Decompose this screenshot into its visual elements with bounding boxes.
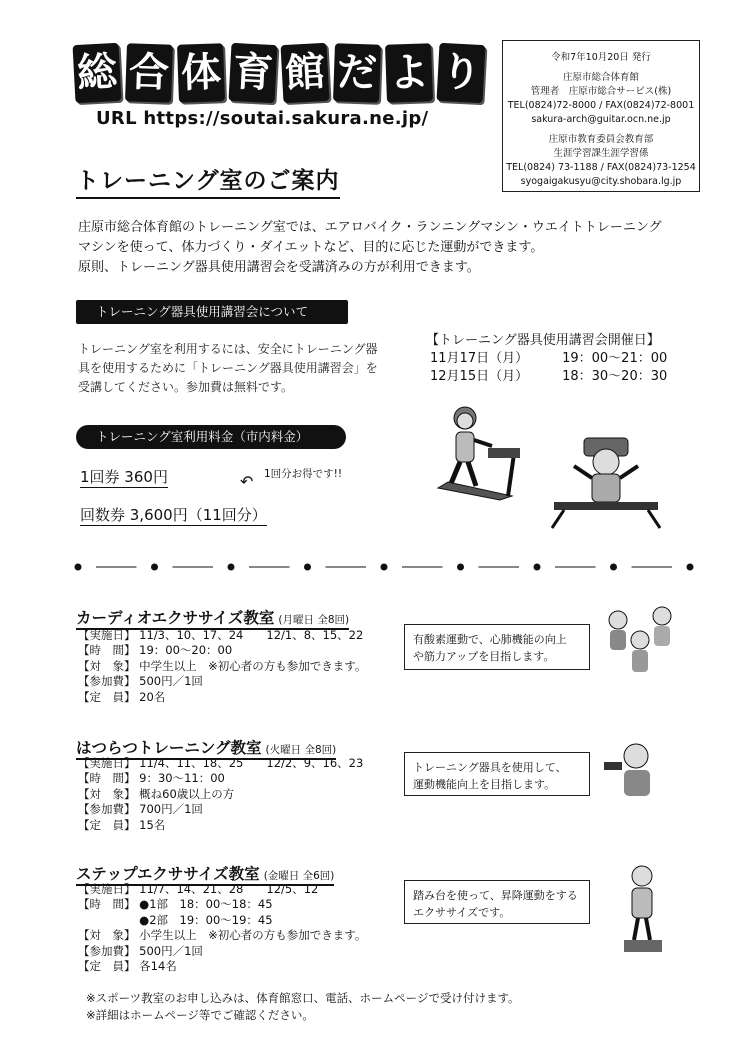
intro-text: [78, 218, 698, 278]
divider-dot: [687, 564, 694, 571]
class-name: ステップエクササイズ教室: [76, 865, 260, 883]
class-title-cardio: [76, 606, 349, 630]
step-exercise-illustration: [618, 864, 668, 958]
class-name: はつらつトレーニング教室: [76, 739, 262, 757]
course-line: 受講してください。参加費は無料です。: [78, 380, 294, 394]
course-line: 具を使用するために「トレーニング器具使用講習会」を: [78, 361, 378, 375]
manager: 管理者 庄原市総合サービス(株): [530, 86, 672, 97]
course-line: トレーニング室を利用するには、安全にトレーニング器: [78, 342, 378, 356]
schedule-row: [426, 368, 667, 386]
course-schedule: [426, 332, 667, 386]
multi-ticket-fee: 回数券 3,600円（11回分）: [80, 506, 267, 524]
divider-dot: [75, 564, 82, 571]
class-desc-hatsuratsu: トレーニング器具を使用して、 運動機能向上を目指します。: [404, 752, 590, 796]
intro-line: 庄原市総合体育館のトレーニング室では、エアロバイク・ランニングマシン・ウエイトトレーニング: [78, 220, 662, 235]
weight-machine-illustration: [544, 436, 668, 532]
schedule-time: 19：00～21：00: [562, 351, 668, 366]
treadmill-illustration: [430, 404, 530, 508]
contact-email[interactable]: sakura-arch@guitar.ocn.ne.jp: [531, 114, 671, 125]
masthead-char: よ: [385, 43, 433, 103]
class-desc-cardio: 有酸素運動で、心肺機能の向上 や筋力アップを目指します。: [404, 624, 590, 670]
divider-dot: [457, 564, 464, 571]
masthead-char: だ: [333, 43, 381, 103]
issue-date: 令和7年10月20日 発行: [551, 52, 651, 63]
class-details-cardio: 【実施日】 11/3、10、17、24 12/1、8、15、22 【時 間】 19：00～20：00 【対 象】 中学生以上 ※初心者の方も参加できます。 【参加費】 500円／1回 【定 員】 20名: [78, 628, 367, 704]
masthead-char: 合: [125, 43, 173, 103]
department: 生涯学習課生涯学習係: [553, 148, 649, 159]
class-desc-step: 踏み台を使って、昇降運動をする エクササイズです。: [404, 880, 590, 924]
class-schedule-sub: (金曜日 全6回): [263, 870, 335, 882]
footer-notes: [86, 990, 520, 1024]
divider-dot: [610, 564, 617, 571]
masthead-char: 総: [73, 43, 122, 103]
contact-email-2[interactable]: syogaigakusyu@city.shobara.lg.jp: [520, 176, 682, 187]
masthead-char: 館: [281, 43, 330, 103]
masthead-char: 体: [177, 43, 225, 103]
class-details-step: 【実施日】 11/7、14、21、28 12/5、12 【時 間】 ●1部 18：00～18：45 ●2部 19：00～19：45 【対 象】 小学生以上 ※初心者の方も参加できます。 【参加費】 500円／1回 【定 員】 各14名: [78, 882, 367, 974]
schedule-time: 18：30～20：30: [562, 369, 668, 384]
divider-dot: [381, 564, 388, 571]
schedule-row: [426, 350, 667, 368]
fee-heading: トレーニング室利用料金（市内料金）: [76, 425, 346, 449]
page-title: トレーニング室のご案内: [76, 162, 340, 199]
contact-tel-2: TEL(0824) 73-1188 / FAX(0824)73-1254: [506, 162, 696, 173]
class-details-hatsuratsu: 【実施日】 11/4、11、18、25 12/2、9、16、23 【時 間】 9：30～11：00 【対 象】 概ね60歳以上の方 【参加費】 700円／1回 【定 員】 15名: [78, 756, 364, 832]
divider-dot: [304, 564, 311, 571]
org-name: 庄原市総合体育館: [562, 72, 639, 83]
footer-line: ※スポーツ教室のお申し込みは、体育館窓口、電話、ホームページで受け付けます。: [86, 991, 520, 1005]
single-ticket-fee: 1回券 360円: [80, 468, 168, 486]
divider-dot: [151, 564, 158, 571]
fee-note: 1回分お得です!!: [264, 468, 343, 480]
schedule-date: 12月15日（月）: [430, 369, 529, 384]
class-schedule-sub: (火曜日 全8回): [265, 744, 337, 756]
course-heading: トレーニング器具使用講習会について: [76, 300, 348, 324]
intro-line: マシンを使って、体力づくり・ダイエットなど、目的に応じた運動ができます。: [78, 240, 544, 255]
class-name: カーディオエクササイズ教室: [76, 609, 275, 627]
section-divider: [74, 560, 700, 574]
divider-dot: [228, 564, 235, 571]
curved-arrow-icon: ↶: [240, 472, 254, 491]
schedule-date: 11月17日（月）: [430, 351, 529, 366]
intro-line: 原則、トレーニング器具使用講習会を受講済みの方が利用できます。: [78, 260, 480, 275]
course-text: [78, 340, 378, 397]
exercising-people-illustration: [600, 604, 686, 680]
class-schedule-sub: (月曜日 全8回): [278, 614, 350, 626]
footer-line: ※詳細はホームページ等でご確認ください。: [86, 1008, 314, 1022]
website-url[interactable]: URL https://soutai.sakura.ne.jp/: [96, 108, 429, 129]
divider-dot: [534, 564, 541, 571]
publisher-info-box: [502, 40, 700, 192]
masthead-logo: [74, 44, 486, 108]
schedule-title: 【トレーニング器具使用講習会開催日】: [426, 333, 660, 348]
dumbbell-person-illustration: [600, 740, 666, 800]
masthead-char: り: [437, 43, 486, 103]
contact-tel: TEL(0824)72-8000 / FAX(0824)72-8001: [507, 100, 695, 111]
masthead-char: 育: [229, 43, 278, 103]
org-name-2: 庄原市教育委員会教育部: [548, 134, 654, 145]
